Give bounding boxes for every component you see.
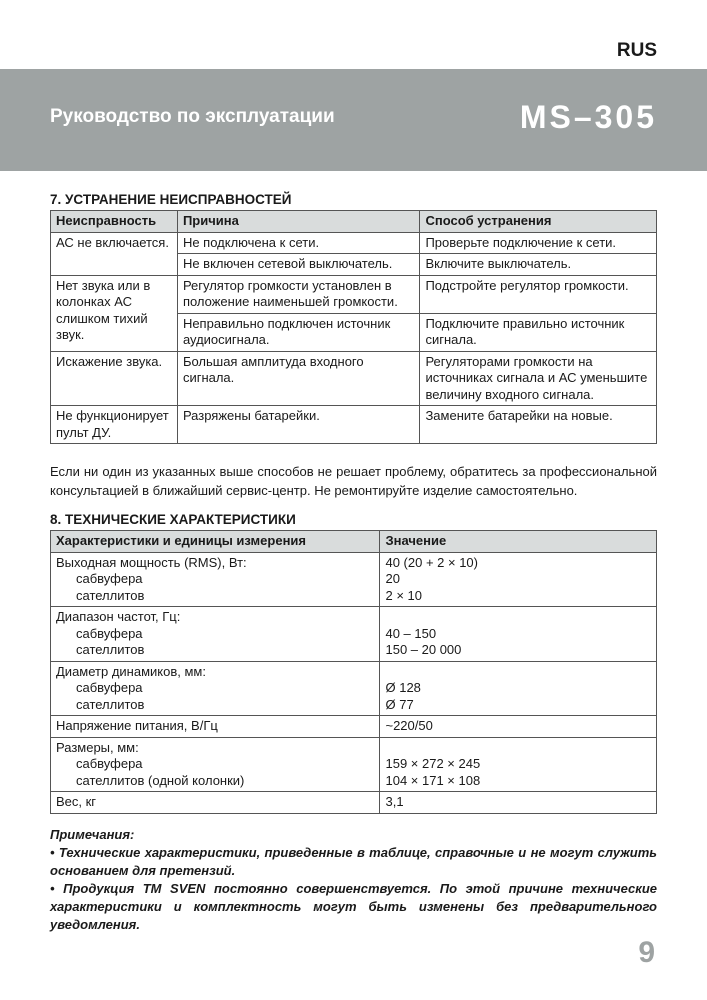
- spec-value: [385, 740, 651, 757]
- page-number: 9: [638, 936, 655, 969]
- cause-cell: Регулятор громкости установлен в положение наименьшей громкости.: [177, 275, 420, 313]
- table-row: [51, 737, 657, 792]
- table-header-row: [51, 531, 657, 553]
- spec-value: [385, 609, 651, 626]
- note-item: • Технические характеристики, приведенные в таблице, справочные и не могут служить основанием для претензий.: [50, 845, 657, 878]
- spec-value-cell: [380, 661, 657, 716]
- cause-cell: Большая амплитуда входного сигнала.: [177, 351, 420, 406]
- fix-cell: Включите выключатель.: [420, 254, 657, 276]
- spec-sub-value: 150 – 20 000: [385, 642, 462, 657]
- problem-cell: Нет звука или в колонках АС слишком тихий звук.: [51, 275, 178, 351]
- spec-label-cell: [51, 716, 380, 738]
- spec-value: 3,1: [385, 794, 404, 809]
- notes-block: [50, 826, 657, 934]
- spec-sub-value: 20: [385, 571, 400, 586]
- spec-label: Напряжение питания, В/Гц: [56, 718, 218, 733]
- service-note: Если ни один из указанных выше способов не решает проблему, обратитесь за профессиональной консультацией в ближайший сервис-центр. Не ремонтируйте изделие самостоятельно.: [50, 464, 657, 498]
- table-header-row: [51, 211, 657, 233]
- spec-sub-label: сателлитов: [76, 587, 145, 603]
- spec-sub-value: Ø 77: [385, 696, 414, 712]
- spec-label-cell: [51, 661, 380, 716]
- spec-label-cell: [51, 737, 380, 792]
- spec-label-cell: [51, 607, 380, 662]
- column-header: Характеристики и единицы измерения: [51, 531, 380, 553]
- fix-cell: Регуляторами громкости на источниках сигнала и АС уменьшите величину входного сигнала.: [420, 351, 657, 406]
- table-row: [51, 607, 657, 662]
- spec-sub-value: 104 × 171 × 108: [385, 772, 481, 788]
- fix-cell: Подстройте регулятор громкости.: [420, 275, 657, 313]
- cause-cell: Разряжены батарейки.: [177, 406, 420, 444]
- specs-table: [50, 530, 657, 814]
- cause-cell: Не подключена к сети.: [177, 232, 420, 254]
- problem-cell: АС не включается.: [51, 232, 178, 275]
- spec-sub-value: 40 – 150: [385, 625, 437, 641]
- cause-cell: Неправильно подключен источник аудиосигнала.: [177, 313, 420, 351]
- fix-cell: Замените батарейки на новые.: [420, 406, 657, 444]
- column-header: Причина: [177, 211, 420, 233]
- spec-value: ~220/50: [385, 718, 433, 733]
- table-row: [51, 406, 657, 444]
- spec-label: Выходная мощность (RMS), Вт:: [56, 554, 247, 570]
- spec-label: Вес, кг: [56, 794, 97, 809]
- spec-value-cell: [380, 552, 657, 607]
- column-header: Неисправность: [51, 211, 178, 233]
- notes-title: Примечания:: [50, 827, 135, 842]
- note-item: • Продукция TM SVEN постоянно совершенствуется. По этой причине технические характеристики и комплектность могут быть изменены без предварительного уведомления.: [50, 881, 657, 932]
- problem-cell: Не функционирует пульт ДУ.: [51, 406, 178, 444]
- table-row: [51, 351, 657, 406]
- spec-label: Диаметр динамиков, мм:: [56, 663, 206, 679]
- language-label: RUS: [616, 40, 657, 61]
- column-header: Способ устранения: [420, 211, 657, 233]
- spec-sub-label: сателлитов: [76, 696, 145, 712]
- problem-cell: Искажение звука.: [51, 351, 178, 406]
- table-row: [51, 275, 657, 313]
- spec-sub-value: Ø 128: [385, 680, 421, 695]
- spec-sub-label: сабвуфера: [76, 625, 143, 641]
- spec-label: Диапазон частот, Гц:: [56, 609, 181, 624]
- spec-sub-label: сабвуфера: [76, 756, 143, 771]
- column-header: Значение: [380, 531, 657, 553]
- troubleshooting-title: 7. УСТРАНЕНИЕ НЕИСПРАВНОСТЕЙ: [50, 192, 292, 207]
- specs-title: 8. ТЕХНИЧЕСКИЕ ХАРАКТЕРИСТИКИ: [50, 512, 296, 527]
- spec-label-cell: [51, 792, 380, 814]
- spec-sub-label: сабвуфера: [76, 680, 143, 695]
- troubleshooting-table: [50, 210, 657, 444]
- spec-value-cell: [380, 792, 657, 814]
- cause-cell: Не включен сетевой выключатель.: [177, 254, 420, 276]
- spec-label: Размеры, мм:: [56, 739, 139, 755]
- spec-value-cell: [380, 716, 657, 738]
- header-band: [0, 69, 707, 171]
- spec-value: 40 (20 + 2 × 10): [385, 554, 478, 570]
- spec-sub-label: сателлитов (одной колонки): [76, 772, 245, 788]
- spec-sub-value: 159 × 272 × 245: [385, 756, 481, 771]
- table-row: [51, 792, 657, 814]
- spec-label-cell: [51, 552, 380, 607]
- table-row: [51, 716, 657, 738]
- spec-value-cell: [380, 737, 657, 792]
- manual-title: Руководство по эксплуатации: [50, 106, 335, 127]
- table-row: [51, 232, 657, 254]
- spec-sub-label: сабвуфера: [76, 571, 143, 586]
- model-name: MS–305: [519, 99, 657, 135]
- table-row: [51, 661, 657, 716]
- spec-value: [385, 664, 651, 681]
- table-row: [51, 552, 657, 607]
- fix-cell: Подключите правильно источник сигнала.: [420, 313, 657, 351]
- spec-sub-label: сателлитов: [76, 642, 145, 657]
- spec-value-cell: [380, 607, 657, 662]
- fix-cell: Проверьте подключение к сети.: [420, 232, 657, 254]
- spec-sub-value: 2 × 10: [385, 587, 422, 603]
